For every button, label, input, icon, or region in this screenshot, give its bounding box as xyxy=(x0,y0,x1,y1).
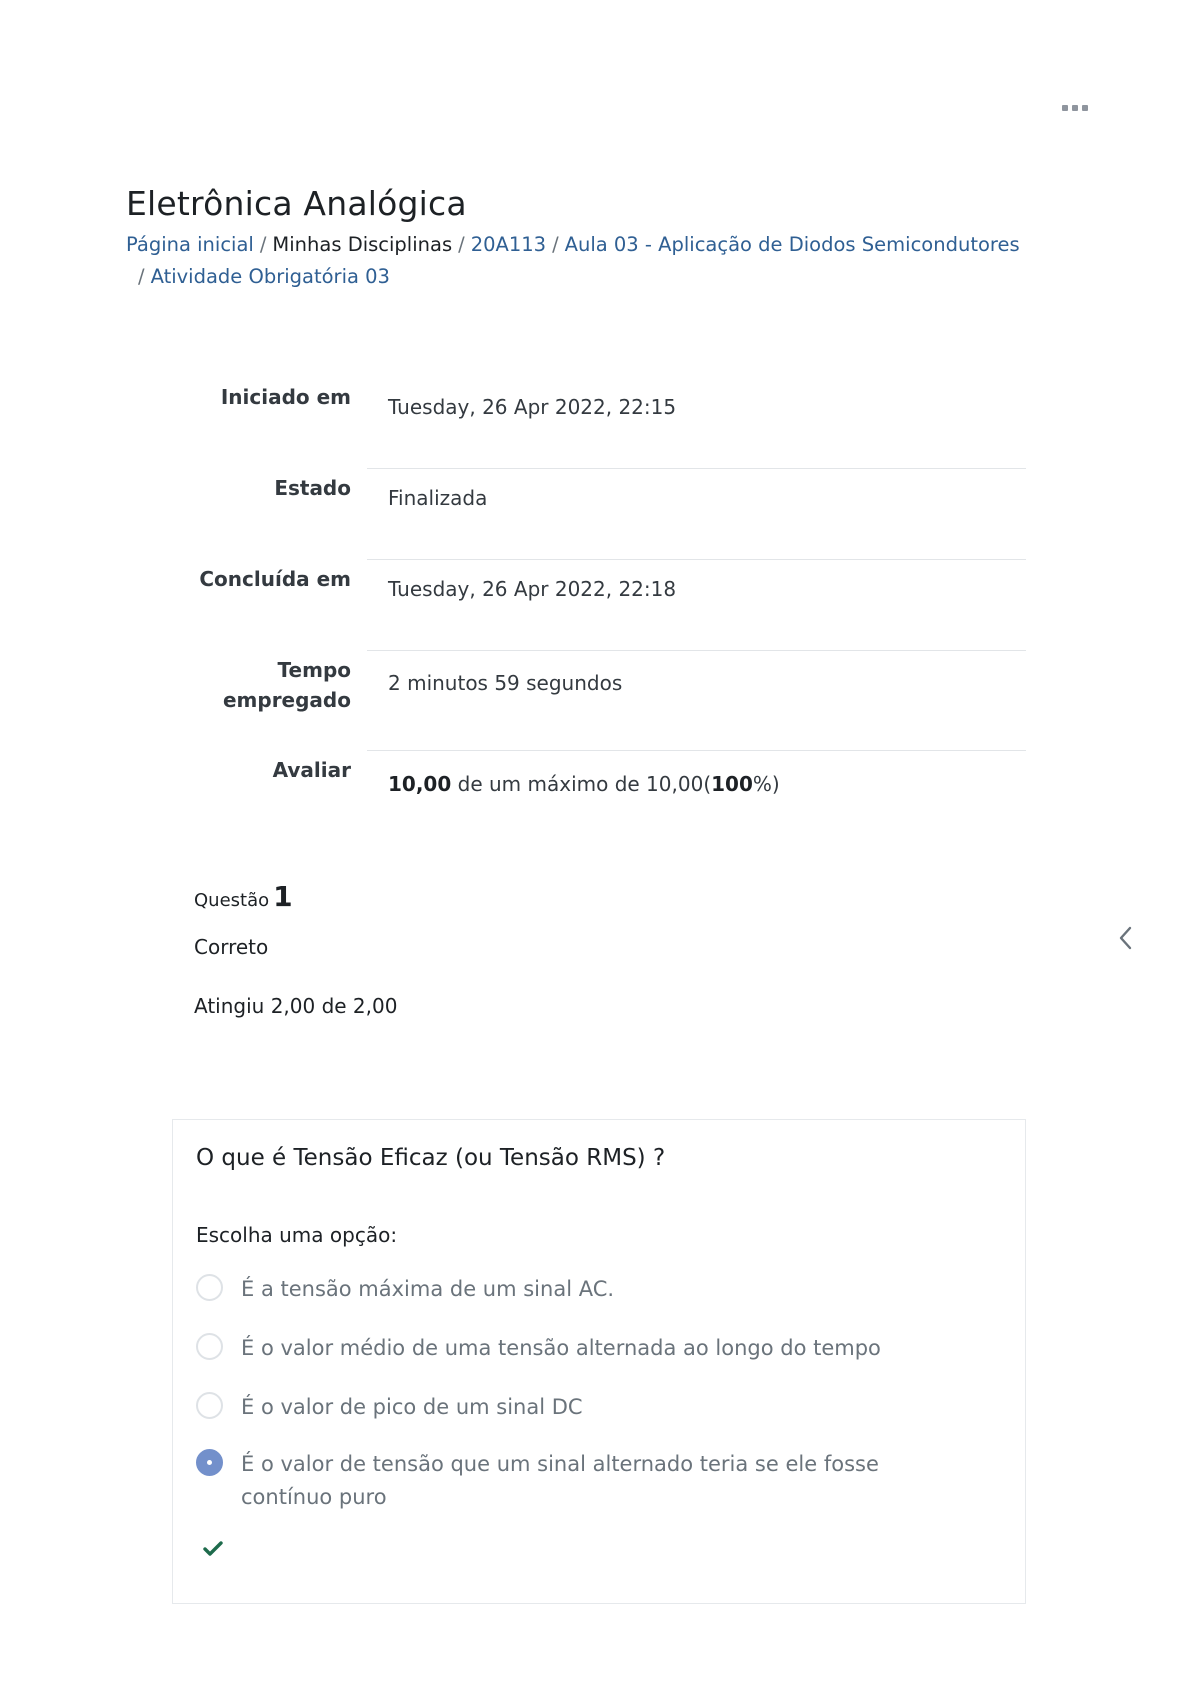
answer-option-selected[interactable] xyxy=(196,1448,881,1514)
summary-label: Avaliar xyxy=(272,758,351,782)
radio-button[interactable] xyxy=(196,1392,223,1419)
page-title: Eletrônica Analógica xyxy=(126,184,467,223)
breadcrumb-separator: / xyxy=(458,233,465,256)
radio-button-checked[interactable] xyxy=(196,1449,223,1476)
summary-row-time-taken xyxy=(126,651,1026,751)
dot xyxy=(1062,105,1068,111)
question-label: Questão xyxy=(194,890,270,911)
breadcrumb xyxy=(126,229,1046,293)
breadcrumb-activity[interactable]: Atividade Obrigatória 03 xyxy=(150,265,390,288)
breadcrumb-separator: / xyxy=(138,265,145,288)
answer-option[interactable] xyxy=(196,1391,881,1424)
summary-label: Concluída em xyxy=(199,567,351,591)
answer-option[interactable] xyxy=(196,1273,881,1306)
summary-value xyxy=(367,751,1026,845)
question-number xyxy=(194,880,397,913)
summary-label: Estado xyxy=(274,476,351,500)
summary-label-line: Tempo xyxy=(277,658,351,682)
answer-prompt: Escolha uma opção: xyxy=(196,1223,398,1247)
summary-label-line: empregado xyxy=(222,688,351,712)
breadcrumb-my-courses: Minhas Disciplinas xyxy=(272,233,453,256)
dot xyxy=(1082,105,1088,111)
question-info xyxy=(194,880,397,1018)
summary-row-state xyxy=(126,469,1026,560)
summary-value: Tuesday, 26 Apr 2022, 22:15 xyxy=(367,378,1026,469)
answer-option-label: É a tensão máxima de um sinal AC. xyxy=(241,1277,615,1301)
chevron-left-icon[interactable] xyxy=(1116,924,1136,952)
check-icon xyxy=(203,1540,223,1558)
summary-label xyxy=(126,651,367,751)
grade-percent: 100 xyxy=(711,772,753,796)
summary-label: Iniciado em xyxy=(220,385,351,409)
answer-option-label: É o valor médio de uma tensão alternada ao longo do tempo xyxy=(241,1336,881,1360)
question-card xyxy=(172,1119,1026,1604)
attempt-summary-table xyxy=(126,378,1026,845)
breadcrumb-home[interactable]: Página inicial xyxy=(126,233,254,256)
grade-text: de um máximo de 10,00( xyxy=(451,772,712,796)
dot xyxy=(1072,105,1078,111)
breadcrumb-separator: / xyxy=(259,233,267,256)
breadcrumb-course-code[interactable]: 20A113 xyxy=(470,233,547,256)
question-grade: Atingiu 2,00 de 2,00 xyxy=(194,994,398,1018)
answer-option[interactable] xyxy=(196,1332,881,1365)
question-number-value: 1 xyxy=(273,880,293,913)
summary-value: Tuesday, 26 Apr 2022, 22:18 xyxy=(367,560,1026,651)
summary-row-grade xyxy=(126,751,1026,845)
summary-value: 2 minutos 59 segundos xyxy=(367,651,1026,751)
radio-button[interactable] xyxy=(196,1274,223,1301)
summary-row-completed xyxy=(126,560,1026,651)
question-text: O que é Tensão Eficaz (ou Tensão RMS) ? xyxy=(196,1145,666,1171)
question-state: Correto xyxy=(194,935,269,959)
more-options-ellipsis-icon[interactable] xyxy=(1062,98,1088,118)
radio-button[interactable] xyxy=(196,1333,223,1360)
breadcrumb-lesson[interactable]: Aula 03 - Aplicação de Diodos Semicondutores xyxy=(564,233,1020,256)
grade-text-end: %) xyxy=(752,772,780,796)
grade-score: 10,00 xyxy=(388,772,452,796)
answer-option-label: É o valor de pico de um sinal DC xyxy=(241,1395,583,1419)
breadcrumb-separator: / xyxy=(552,233,559,256)
summary-row-started xyxy=(126,378,1026,469)
answer-option-label: É o valor de tensão que um sinal alternado teria se ele fosse contínuo puro xyxy=(241,1452,879,1509)
summary-value: Finalizada xyxy=(367,469,1026,560)
